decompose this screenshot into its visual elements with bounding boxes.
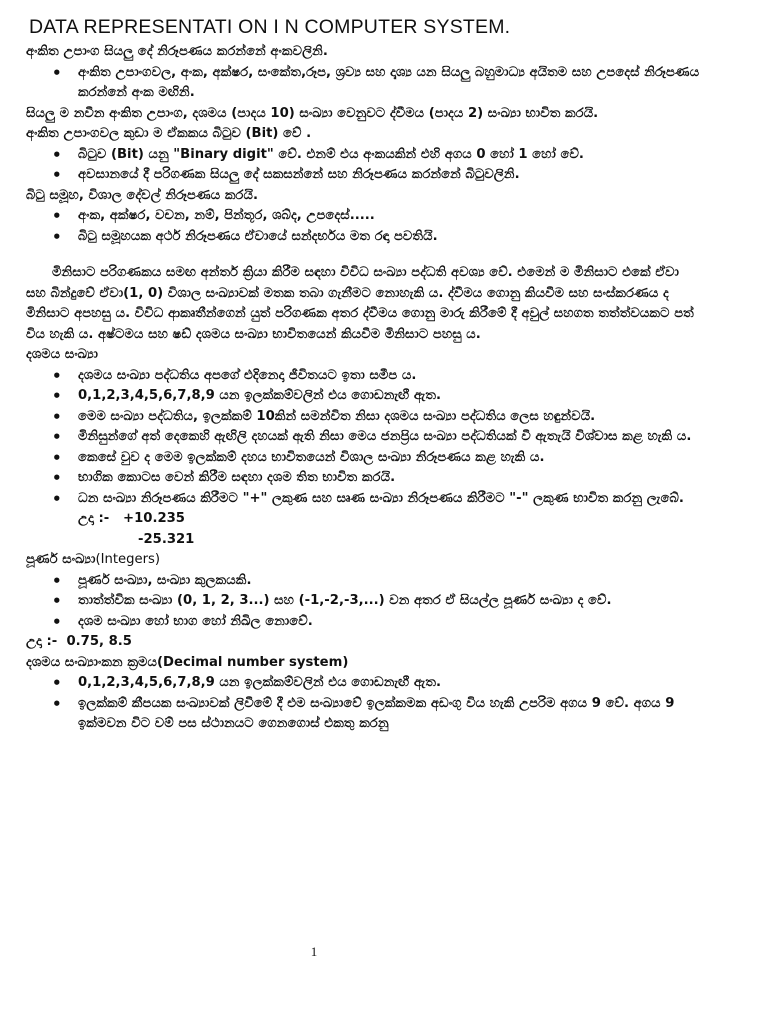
decimal-example [26, 509, 702, 550]
integers-list [26, 571, 702, 633]
intro-line-2: සියලු ම නවීන අංකිත උපාංග, දශමය (පාදය 10) සංඛ්‍යා වෙනුවට ද්වීමය (පාදය 2) සංඛ්‍යා භාවිත කරයි. [26, 105, 599, 121]
decimal-system-heading-en: (Decimal number system) [157, 654, 349, 670]
list-item: • කෙසේ වුව ද මෙම ඉලක්කම් දහය භාවිතයෙන් විශාල සංඛ්‍යා නිරූපණය කළ හැකි ය. [26, 448, 702, 469]
list-item: • පූර්ණ සංඛ්‍යා, සංඛ්‍යා කුලකයකි. [26, 571, 702, 592]
list-item: • අංකිත උපාංගවල, අංක, අක්ෂර, සංකේත,රූප, ශ්‍රව්‍ය සහ දෘශ්‍ය යන සියලු බහුමාධ්‍ය අයිතම සහ උපදෙස් නිරූපණය කරන්නේ අංක මඟිනි. [26, 63, 702, 104]
page-number: 1 [310, 944, 318, 959]
decimal-numbers-list [26, 366, 702, 510]
decimal-system-list [26, 673, 702, 735]
intro-paragraph: මිනිසාට පරිගණකය සමඟ අන්තර් ක්‍රියා කිරීම සඳහා විවිධ සංඛ්‍යා පද්ධති අවශ්‍ය වේ. එමෙන් ම මිනිසාට එකේ ඒවා සහ බින්දුවේ ඒවා(1, 0) විශාල සංඛ්‍යාවක් මතක තබා ගැනීමට නොහැකි ය. ද්වීමය ගොනු කියවීම සහ සංස්කරණය ද මිනිසාට අපහසු ය. විවිධ ආකෘතීන්ගෙන් යුත් පරිගණක අතර ද්වීමය ගොනු මාරු කිරීමේ දී අවුල් සහගත තත්ත්වයකට පත් විය හැකි ය. අෂ්ටමය සහ ෂඩ් දශමය සංඛ්‍යා භාවිතයෙන් කියවීම මිනිසාට පහසු ය. [26, 265, 694, 342]
decimal-system-heading [26, 653, 702, 674]
example-label: උදා :- [26, 634, 58, 649]
integers-heading-si: පූර්ණ සංඛ්‍යා [26, 552, 96, 567]
intro-bullet-list-2 [26, 145, 702, 186]
list-item: • මෙම සංඛ්‍යා පද්ධතිය, ඉලක්කම් 10කින් සමන්විත නිසා දශමය සංඛ්‍යා පද්ධතිය ලෙස හඳුන්වයි. [26, 407, 702, 428]
integers-heading-en: (Integers) [95, 552, 161, 567]
list-item: • අංක, අක්ෂර, වචන, නම්, පින්තූර, ශබ්ද, උපදෙස්..... [26, 206, 702, 227]
intro-bullet-list-3 [26, 206, 702, 247]
intro-line-4: බිටු සමූහ, විශාල දේවල් නිරූපණය කරයි. [26, 187, 259, 203]
list-item: • බිටු සමූහයක අර්ථ නිරූපණය ඒවායේ සන්දර්භය මත රඳා පවතියි. [26, 227, 702, 248]
integers-example [26, 632, 702, 653]
example-value: -25.321 [138, 531, 195, 547]
list-item: • බිටුව (Bit) යනු "Binary digit" වේ. එනම් එය අංකයකින් එහි අගය 0 හෝ 1 හෝ වේ. [26, 145, 702, 166]
list-item: • තාත්ත්වික සංඛ්‍යා (0, 1, 2, 3...) සහ (-1,-2,-3,...) වන අතර ඒ සියල්ල පූර්ණ සංඛ්‍යා ද වේ. [26, 591, 702, 612]
decimal-numbers-heading: දශමය සංඛ්‍යා [26, 347, 98, 362]
document-body [26, 42, 702, 735]
list-item: • දශමය සංඛ්‍යා පද්ධතිය අපගේ එදිනෙදා ජීවිතයට ඉතා සමීප ය. [26, 366, 702, 387]
list-item: • 0,1,2,3,4,5,6,7,8,9 යන ඉලක්කම්වලින් එය ගොඩනැඟී ඇත. [26, 386, 702, 407]
list-item: • ඉලක්කම් කීපයක සංඛ්‍යාවක් ලිවීමේ දී එම සංඛ්‍යාවේ ඉලක්කමක අඩංගු විය හැකි උපරිම අගය 9 වේ. අගය 9 ඉක්මවන විට වම් පස ස්ථානයට ගෙනගොස් එකතු කරනු [26, 694, 702, 735]
list-item: • ධන සංඛ්‍යා නිරූපණය කිරීමට "+" ලකුණ සහ සෘණ සංඛ්‍යා නිරූපණය කිරීමට "-" ලකුණ භාවිත කරනු ලැබේ. [26, 489, 702, 510]
integers-heading [26, 550, 702, 571]
list-item: • භාගික කොටස වෙන් කිරීම සඳහා දශම තිත භාවිත කරයි. [26, 468, 702, 489]
list-item: • මිනිසුන්ගේ අත් දෙකෙහි ඇඟිලි දහයක් ඇති නිසා මෙය ජනප්‍රිය සංඛ්‍යා පද්ධතියක් වී ඇතැයි විශ්වාස කළ හැකි ය. [26, 427, 702, 448]
example-value: +10.235 [123, 511, 185, 526]
intro-line-3: අංකිත උපාංගවල කුඩා ම ඒකකය බිටුව (Bit) වේ . [26, 126, 312, 141]
list-item: • දශම සංඛ්‍යා හෝ භාග හෝ නිඛිල නොවේ. [26, 612, 702, 633]
document-title: DATA REPRESENTATI ON I N COMPUTER SYSTEM. [29, 16, 511, 38]
example-label: උදා :- [78, 511, 110, 526]
example-value: 0.75, 8.5 [66, 634, 132, 649]
intro-bullet-list-1 [26, 63, 702, 104]
intro-line-1: අංකිත උපාංග සියලු දේ නිරූපණය කරන්නේ අංකවලිනි. [26, 44, 328, 59]
list-item: • අවසානයේ දී පරිගණක සියලු දේ සකසන්නේ සහ නිරූපණය කරන්නේ බිටුවලිනි. [26, 165, 702, 186]
decimal-system-heading-si: දශමය සංඛ්‍යාංකන ක්‍රමය [26, 654, 158, 670]
list-item: • 0,1,2,3,4,5,6,7,8,9 යන ඉලක්කම්වලින් එය ගොඩනැඟී ඇත. [26, 673, 702, 694]
